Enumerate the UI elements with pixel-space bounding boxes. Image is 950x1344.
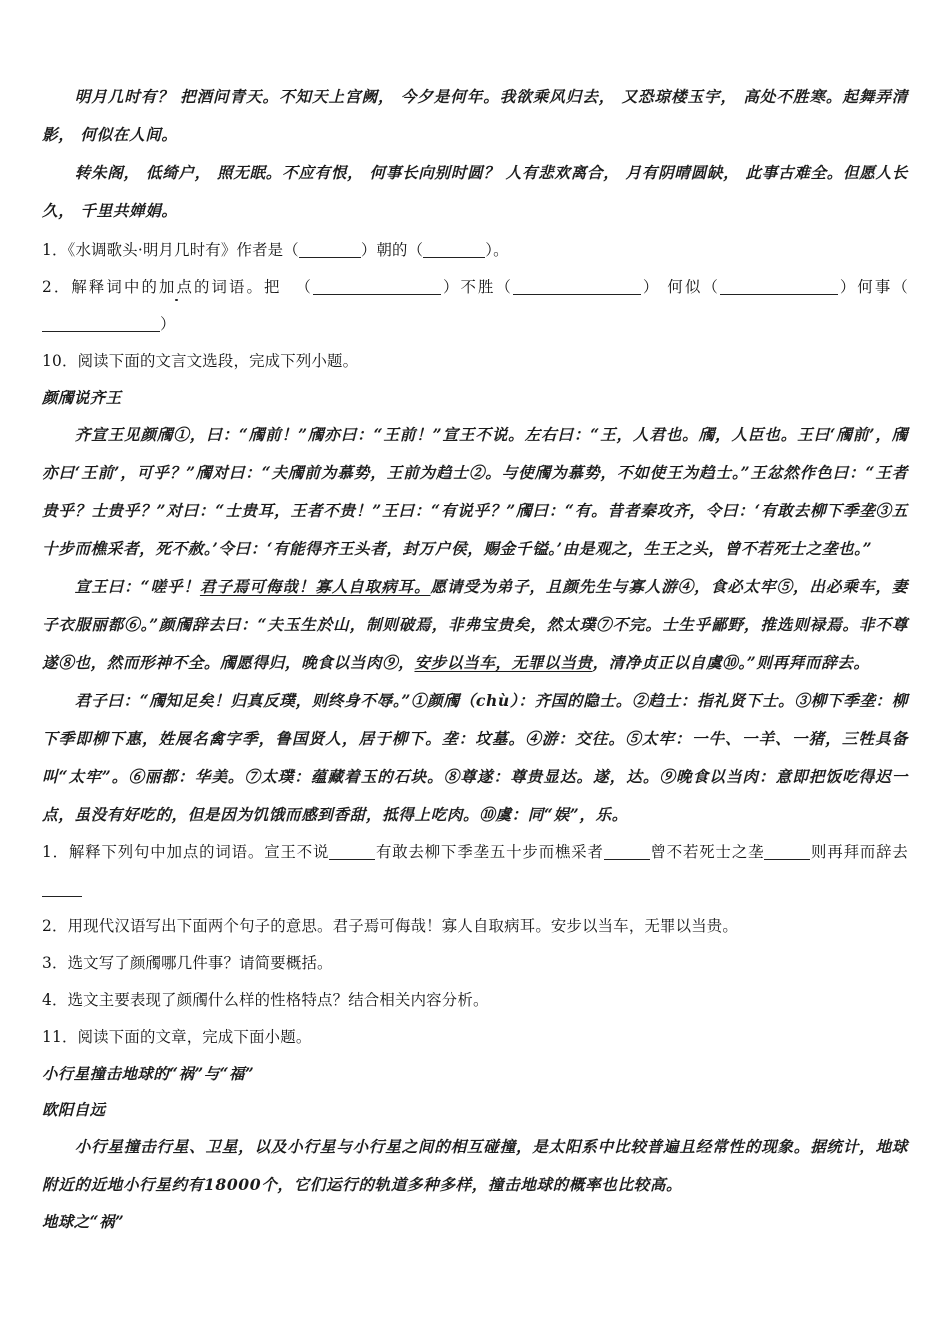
question-10-sub-3-number: 3． — [42, 954, 68, 972]
poem-question-2-seg-he-si: ） 何似（ — [641, 278, 720, 296]
poem-question-2-seg-he-shi: ）何事（ — [837, 278, 908, 296]
para2-segment-c: ，清净贞正以自虞⑩。”则再拜而辞去。 — [592, 653, 870, 672]
question-10-sub-3 — [42, 945, 908, 982]
question-11-article-para-1: 小行星撞击行星、卫星，以及小行星与小行星之间的相互碰撞，是太阳系中比较普遍且经常性的现象。据统计，地球附近的近地小行星约有18000个，它们运行的轨道多种多样，撞击地球的概率也比较高。 — [42, 1137, 908, 1194]
poem-stanza-2: 转朱阁， 低绮户， 照无眠。不应有恨， 何事长向别时圆？ 人有悲欢离合， 月有阴晴圆缺， 此事古难全。但愿人长久， 千里共婵娟。 — [42, 163, 908, 220]
poem-question-2-seg-bu-sheng: ）不胜（ — [441, 278, 513, 296]
poem-question-2-tail: ） — [160, 315, 176, 333]
question-10-sub-2 — [42, 908, 908, 945]
question-11-number: 11． — [42, 1028, 78, 1046]
question-10-sub-1-blank-1[interactable] — [329, 845, 375, 860]
para2-segment-b: 愿请受为弟子，且颜先生与寡人游④，食必太牢⑤，出必乘车，妻子衣服丽都⑥。”颜斶辞去曰：“夫玉生於山，制则破焉，非弗宝贵矣，然太璞⑦不完。士生乎鄙野，推选则禄焉。非不尊遂⑧也，然而形神不全。斶愿得归，晚食以当肉⑨， — [42, 577, 908, 672]
page-content — [42, 78, 908, 1240]
poem-question-1-number: 1． — [42, 241, 68, 259]
question-11-author: 欧阳自远 — [42, 1101, 106, 1119]
question-10-notes: ①颜斶（chù）：齐国的隐士。②趋士：指礼贤下士。③柳下季垄：柳下季即柳下惠，姓展名禽字季，鲁国贤人，居于柳下。垄：坟墓。④游：交往。⑤太牢：一牛、一羊、一猪，三牲具备叫“太牢”。⑥丽都：华美。⑦太璞：蕴藏着玉的石块。⑧尊遂：尊贵显达。遂，达。⑨晚食以当肉：意即把饭吃得迟一点，虽没有好吃的，但是因为饥饿而感到香甜，抵得上吃肉。⑩虞：同“娱”，乐。 — [42, 691, 908, 824]
para2-segment-a: 宣王曰：“嗟乎！ — [74, 577, 200, 596]
poem-question-2-blank-ba[interactable] — [313, 279, 441, 295]
question-11-article-title: 小行星撞击地球的“祸”与“福” — [42, 1065, 255, 1083]
question-10-sub-1-lead: 解释下列句中加点的词语。宣王不说 — [68, 843, 330, 861]
question-10-sub-1 — [42, 834, 908, 908]
question-10-sub-4 — [42, 982, 908, 1019]
question-10-sub-1-blank-4[interactable] — [42, 882, 82, 897]
question-10-prompt: 阅读下面的文言文选段，完成下列小题。 — [77, 352, 359, 370]
question-10-prompt-row — [42, 343, 908, 380]
question-11-subheading: 地球之“祸” — [42, 1213, 125, 1231]
question-10-sub-2-text: 用现代汉语写出下面两个句子的意思。君子焉可侮哉！寡人自取病耳。安步以当车，无罪以当贵。 — [67, 917, 738, 935]
question-10-sub-3-text: 选文写了颜斶哪几件事？请简要概括。 — [67, 954, 333, 972]
poem-question-1-blank-author[interactable] — [423, 242, 485, 258]
question-10-sub-1-blank-3[interactable] — [764, 845, 810, 860]
poem-question-2-number: 2． — [42, 278, 72, 296]
para2-underlined-1: 君子焉可侮哉！寡人自取病耳。 — [199, 577, 431, 596]
para3-text: 君子曰：“斶知足矣！归真反璞，则终身不辱。” — [74, 691, 411, 710]
question-10-passage-para-2 — [42, 568, 908, 682]
question-10-sub-4-text: 选文主要表现了颜斶什么样的性格特点？结合相关内容分析。 — [67, 991, 489, 1009]
question-10-passage-title: 颜斶说齐王 — [42, 389, 122, 407]
question-10-passage-para-1: 齐宣王见颜斶①，曰：“斶前！”斶亦曰：“王前！”宣王不说。左右曰：“王，人君也。斶，人臣也。王曰‘斶前’，斶亦曰‘王前’，可乎？”斶对曰：“夫斶前为慕势，王前为趋士②。与使斶为慕势，不如使王为趋士。”王忿然作色曰：“王者贵乎？士贵乎？”对曰：“士贵耳，王者不贵！”王曰：“有说乎？”斶曰：“有。昔者秦攻齐，令曰：‘有敢去柳下季垄③五十步而樵采者，死不赦。’令曰：‘有能得齐王头者，封万户侯，赐金千镒。’由是观之，生王之头，曾不若死士之垄也。” — [42, 425, 908, 558]
poem-stanza-1: 明月几时有？ 把酒问青天。不知天上宫阙， 今夕是何年。我欲乘风归去， 又恐琼楼玉宇， 高处不胜寒。起舞弄清影， 何似在人间。 — [42, 87, 908, 144]
poem-question-1-text-after: ）。 — [485, 241, 509, 259]
poem-question-2-blank-heshi[interactable] — [42, 316, 160, 332]
question-10-sub-2-number: 2． — [42, 917, 68, 935]
question-10-passage-para-3-and-notes — [42, 682, 908, 834]
poem-question-2-blank-hesi[interactable] — [720, 279, 838, 295]
question-11-prompt-row — [42, 1019, 908, 1056]
poem-question-1-blank-dynasty[interactable] — [299, 242, 361, 258]
question-11-prompt: 阅读下面的文章，完成下面小题。 — [77, 1028, 312, 1046]
question-10-sub-1-number: 1． — [42, 843, 69, 861]
question-10-number: 10． — [42, 352, 78, 370]
poem-question-1-text-mid: ）朝的（ — [360, 241, 424, 259]
question-10-sub-1-item-4: 则再拜而辞去 — [810, 843, 909, 861]
poem-question-1 — [42, 232, 908, 269]
poem-question-2-blank-busheng[interactable] — [513, 279, 641, 295]
para2-underlined-2: 安步以当车，无罪以当贵 — [414, 653, 593, 672]
poem-question-2-lead: 解释词中的加点的词语。把 — [71, 278, 282, 296]
poem-question-1-text-before: 《水调歌头·明月几时有》作者是（ — [67, 241, 299, 259]
poem-question-2: 2．解释词中的加点的词语。把 （ ）不胜（ ） 何似（ ）何事（） — [42, 278, 908, 333]
question-10-sub-1-item-3: 曾不若死士之垄 — [649, 843, 765, 861]
question-10-sub-1-item-2: 有敢去柳下季垄五十步而樵采者 — [375, 843, 604, 861]
question-10-sub-4-number: 4． — [42, 991, 68, 1009]
question-10-sub-1-blank-2[interactable] — [604, 845, 650, 860]
